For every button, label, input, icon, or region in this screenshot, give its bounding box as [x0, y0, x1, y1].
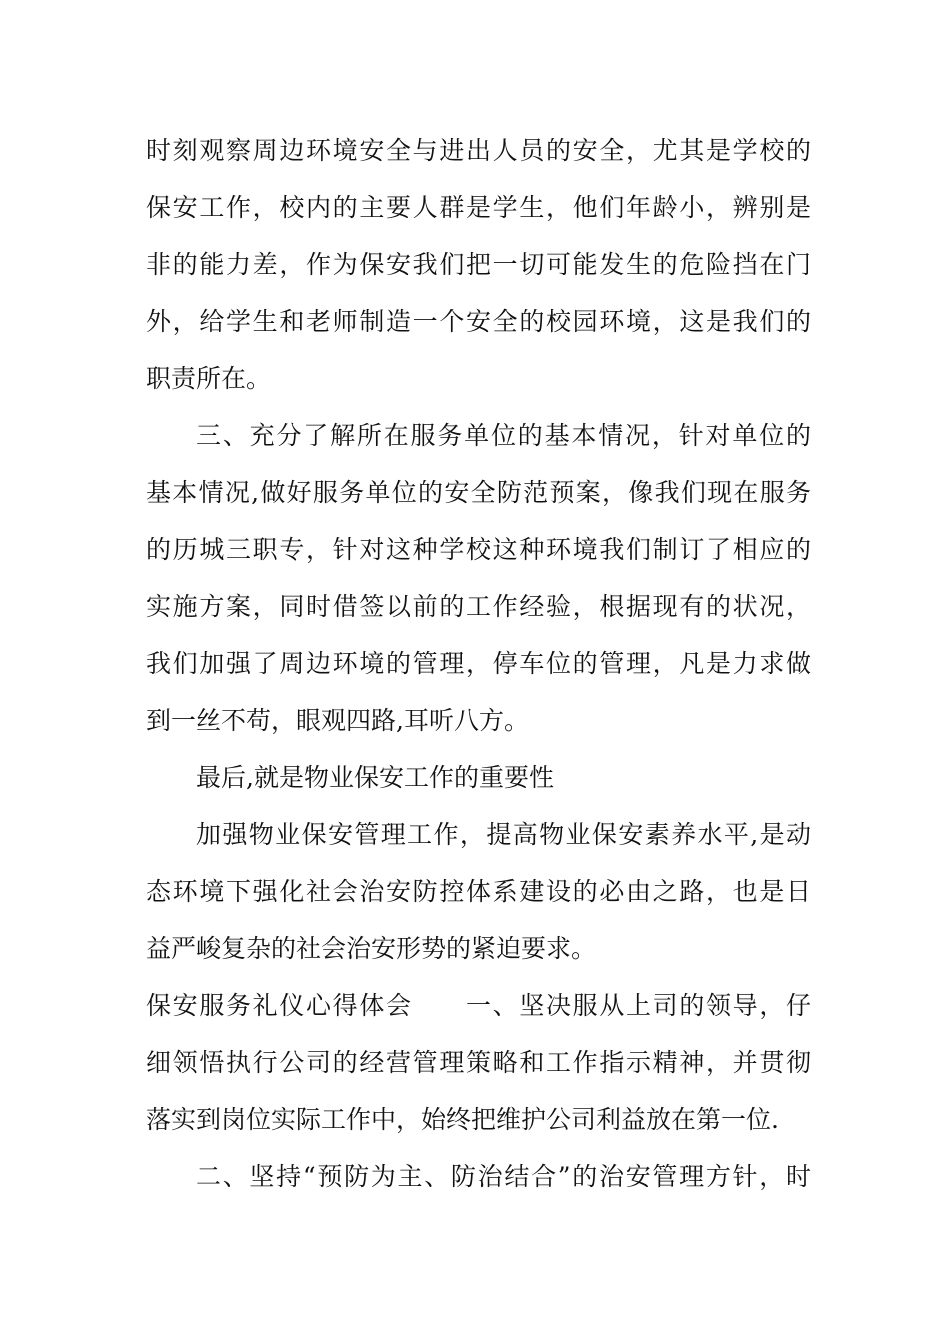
- text-line: 时刻观察周边环境安全与进出人员的安全，尤其是学校的: [146, 136, 811, 165]
- paragraph-first-line: 加强物业保安管理工作，提高物业保安素养水平,是动: [196, 820, 811, 849]
- text-line: 我们加强了周边环境的管理，停车位的管理，凡是力求做: [146, 649, 811, 678]
- paragraph-first-line: 最后,就是物业保安工作的重要性: [196, 763, 554, 792]
- paragraph-first-line: 三、充分了解所在服务单位的基本情况，针对单位的: [196, 421, 811, 450]
- text-line: 到一丝不苟，眼观四路,耳听八方。: [146, 706, 529, 735]
- text-line: 保安工作，校内的主要人群是学生，他们年龄小，辨别是: [146, 193, 811, 222]
- text-line: 的历城三职专，针对这种学校这种环境我们制订了相应的: [146, 535, 811, 564]
- text-line: 实施方案，同时借签以前的工作经验，根据现有的状况，: [146, 592, 811, 621]
- text-line: 细领悟执行公司的经营管理策略和工作指示精神，并贯彻: [146, 1048, 811, 1077]
- section-heading-line: 保安服务礼仪心得体会 一、坚决服从上司的领导，仔: [146, 991, 811, 1020]
- text-line: 基本情况,做好服务单位的安全防范预案，像我们现在服务: [146, 478, 811, 507]
- text-line: 非的能力差，作为保安我们把一切可能发生的危险挡在门: [146, 250, 811, 279]
- text-line: 益严峻复杂的社会治安形势的紧迫要求。: [146, 934, 597, 963]
- paragraph-first-line: 二、坚持“预防为主、防治结合”的治安管理方针，时: [196, 1162, 811, 1191]
- text-line: 落实到岗位实际工作中，始终把维护公司利益放在第一位.: [146, 1105, 779, 1134]
- text-line: 职责所在。: [146, 364, 272, 393]
- text-line: 外，给学生和老师制造一个安全的校园环境，这是我们的: [146, 307, 811, 336]
- text-line: 态环境下强化社会治安防控体系建设的必由之路，也是日: [146, 877, 811, 906]
